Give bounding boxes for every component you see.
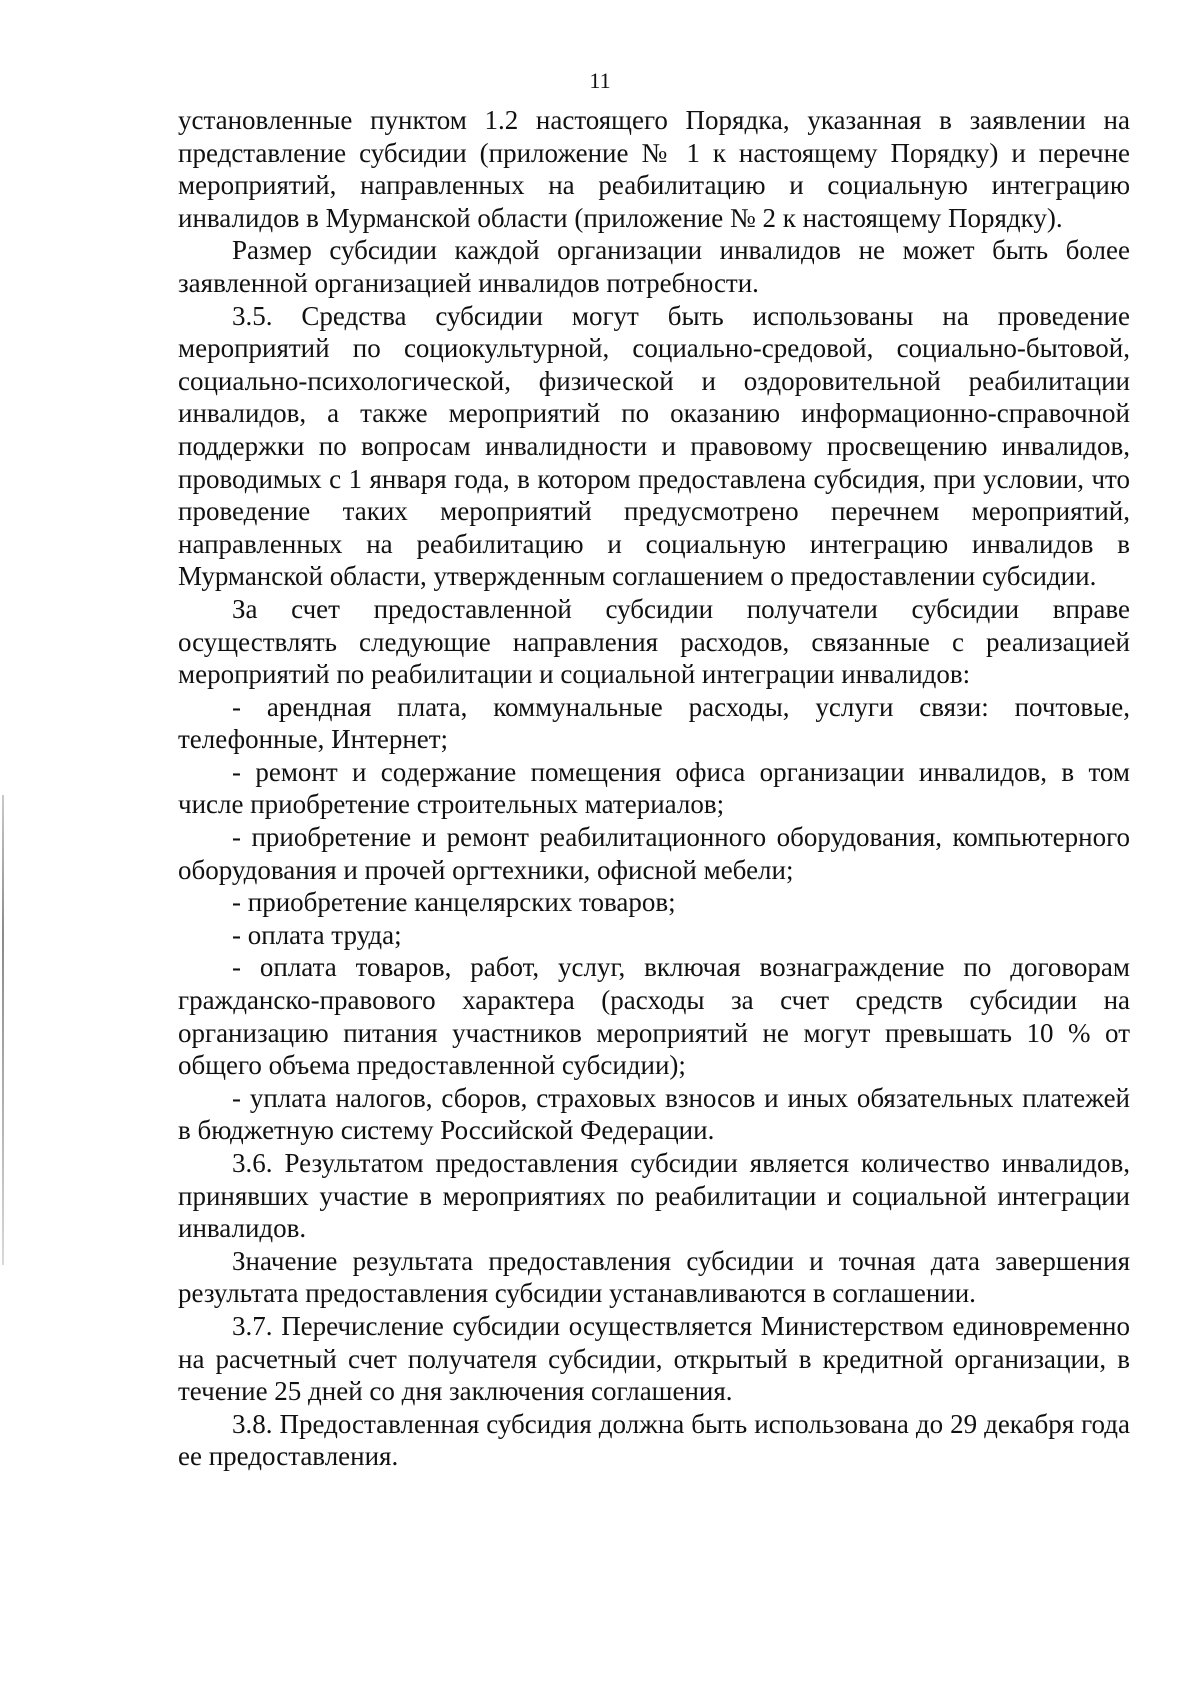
list-item-goods-services: - оплата товаров, работ, услуг, включая вознаграждение по договорам гражданско-правового характера (расходы за счет средств субсидии на организацию питания участников мероприятий не могут превышать 10 % от общего объема предоставленной субсидии); bbox=[178, 952, 1130, 1081]
list-item-stationery: - приобретение канцелярских товаров; bbox=[232, 887, 676, 918]
document-body bbox=[178, 104, 1130, 1473]
scan-edge-mark bbox=[2, 795, 4, 1265]
paragraph-continuation: установленные пунктом 1.2 настоящего Порядка, указанная в заявлении на представление субсидии (приложение № 1 к настоящему Порядку) и перечне мероприятий, направленных на реабилитацию и социальную интеграцию инвалидов в Мурманской области (приложение № 2 к настоящему Порядку). bbox=[178, 105, 1130, 233]
paragraph-expense-directions: За счет предоставленной субсидии получатели субсидии вправе осуществлять следующие направления расходов, связанные с реализацией мероприятий по реабилитации и социальной интеграции инвалидов: bbox=[178, 593, 1130, 690]
paragraph-result-value: Значение результата предоставления субсидии и точная дата завершения результата предоставления субсидии устанавливаются в соглашении. bbox=[178, 1245, 1130, 1309]
list-item-office-repair: - ремонт и содержание помещения офиса организации инвалидов, в том числе приобретение строительных материалов; bbox=[178, 756, 1130, 820]
page-number: 11 bbox=[589, 68, 611, 93]
list-item-equipment: - приобретение и ремонт реабилитационного оборудования, компьютерного оборудования и прочей оргтехники, офисной мебели; bbox=[178, 822, 1130, 885]
list-item-taxes: - уплата налогов, сборов, страховых взносов и иных обязательных платежей в бюджетную систему Российской Федерации. bbox=[178, 1082, 1130, 1146]
paragraph-subsidy-size: Размер субсидии каждой организации инвалидов не может быть более заявленной организацией инвалидов потребности. bbox=[178, 235, 1130, 298]
paragraph-3-6: 3.6. Результатом предоставления субсидии является количество инвалидов, принявших участие в мероприятиях по реабилитации и социальной интеграции инвалидов. bbox=[178, 1148, 1130, 1244]
list-item-labor: - оплата труда; bbox=[232, 919, 402, 950]
paragraph-3-7: 3.7. Перечисление субсидии осуществляется Министерством единовременно на расчетный счет получателя субсидии, открытый в кредитной организации, в течение 25 дней со дня заключения соглашения. bbox=[178, 1310, 1130, 1407]
paragraph-3-8: 3.8. Предоставленная субсидия должна быть использована до 29 декабря года ее предоставления. bbox=[178, 1408, 1130, 1472]
paragraph-3-5: 3.5. Средства субсидии могут быть использованы на проведение мероприятий по социокультурной, социально-средовой, социально-бытовой, социально-психологической, физической и оздоровительной реабилитации инвалидов, а также мероприятий по оказанию информационно-справочной поддержки по вопросам инвалидности и правовому просвещению инвалидов, проводимых с 1 января года, в котором предоставлена субсидия, при условии, что проведение таких мероприятий предусмотрено перечнем мероприятий, направленных на реабилитацию и социальную интеграцию инвалидов в Мурманской области, утвержденным соглашением о предоставлении субсидии. bbox=[178, 300, 1130, 592]
list-item-rent: - арендная плата, коммунальные расходы, услуги связи: почтовые, телефонные, Интернет; bbox=[178, 691, 1130, 755]
